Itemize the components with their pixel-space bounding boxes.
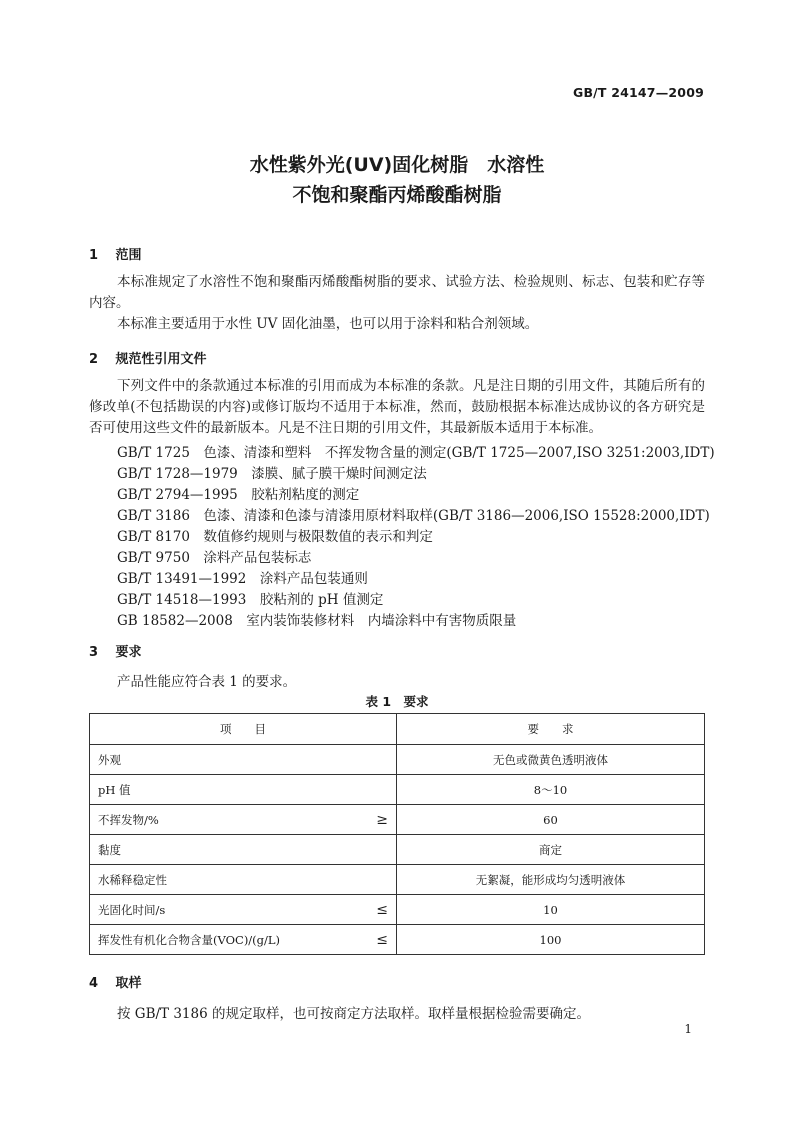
scope-paragraph-2: 本标准主要适用于水性 UV 固化油墨，也可以用于涂料和粘合剂领域。 — [117, 316, 539, 332]
requirement-cell: 100 — [397, 925, 705, 955]
section-title: 规范性引用文件 — [115, 352, 207, 367]
section-heading-normative — [89, 348, 207, 367]
limit-symbol: ≤ — [376, 901, 388, 918]
item-label: 光固化时间/s — [98, 902, 166, 917]
sampling-text: 按 GB/T 3186 的规定取样，也可按商定方法取样。取样量根据检验需要确定。 — [117, 1006, 590, 1022]
table-row — [90, 835, 705, 865]
item-cell — [90, 775, 397, 805]
scope-paragraph-1: 本标准规定了水溶性不饱和聚酯丙烯酸酯树脂的要求、试验方法、检验规则、标志、包装和贮存等内容。 — [89, 274, 705, 311]
reference-item: GB/T 14518—1993 胶粘剂的 pH 值测定 — [117, 592, 384, 608]
item-cell — [90, 925, 397, 955]
requirement-cell: 无絮凝，能形成均匀透明液体 — [397, 865, 705, 895]
section-title: 要求 — [115, 645, 142, 660]
table-row — [90, 775, 705, 805]
title-line-1: 水性紫外光(UV)固化树脂 水溶性 — [249, 154, 545, 176]
requirement-cell: 无色或微黄色透明液体 — [397, 745, 705, 775]
requirement-cell: 10 — [397, 895, 705, 925]
requirement-cell: 8～10 — [397, 775, 705, 805]
section-number: 2 — [89, 352, 99, 367]
table-row — [90, 745, 705, 775]
item-cell — [90, 865, 397, 895]
reference-item: GB/T 2794—1995 胶粘剂粘度的测定 — [117, 487, 360, 503]
section-title: 取样 — [115, 976, 142, 991]
item-label: 不挥发物/% — [98, 812, 159, 827]
table-row — [90, 925, 705, 955]
item-label: 水稀释稳定性 — [98, 872, 167, 887]
reference-item: GB/T 13491—1992 涂料产品包装通则 — [117, 571, 368, 587]
standard-code: GB/T 24147—2009 — [572, 85, 704, 100]
title-line-2: 不饱和聚酯丙烯酸酯树脂 — [292, 184, 502, 206]
item-cell — [90, 895, 397, 925]
section-number: 3 — [89, 645, 99, 660]
section-heading-sampling — [89, 972, 142, 991]
reference-item: GB/T 1728—1979 漆膜、腻子膜干燥时间测定法 — [117, 466, 427, 482]
section-number: 4 — [89, 976, 99, 991]
item-label: 黏度 — [98, 842, 121, 857]
item-cell — [90, 835, 397, 865]
requirements-table — [89, 713, 705, 955]
section-heading-requirements — [89, 641, 142, 660]
section-number: 1 — [89, 248, 99, 263]
requirement-cell: 60 — [397, 805, 705, 835]
page-number: 1 — [684, 1022, 692, 1036]
column-header-item: 项 目 — [90, 714, 397, 745]
limit-symbol: ≤ — [376, 931, 388, 948]
requirement-cell: 商定 — [397, 835, 705, 865]
reference-item: GB/T 3186 色漆、清漆和色漆与清漆用原材料取样(GB/T 3186—2006,ISO 15528:2000,IDT) — [117, 508, 710, 524]
table-row — [90, 865, 705, 895]
requirements-intro: 产品性能应符合表 1 的要求。 — [117, 674, 297, 690]
table-row — [90, 895, 705, 925]
item-label: 外观 — [98, 752, 121, 767]
item-label: pH 值 — [98, 782, 131, 797]
reference-item: GB/T 1725 色漆、清漆和塑料 不挥发物含量的测定(GB/T 1725—2007,ISO 3251:2003,IDT) — [117, 445, 715, 461]
section-title: 范围 — [115, 248, 142, 263]
item-label: 挥发性有机化合物含量(VOC)/(g/L) — [98, 932, 281, 947]
item-cell — [90, 805, 397, 835]
limit-symbol: ≥ — [376, 811, 388, 828]
reference-item: GB/T 9750 涂料产品包装标志 — [117, 550, 312, 566]
table-header-row — [90, 714, 705, 745]
table-caption: 表 1 要求 — [365, 694, 429, 709]
reference-item: GB/T 8170 数值修约规则与极限数值的表示和判定 — [117, 529, 433, 545]
section-heading-scope — [89, 244, 142, 263]
normative-intro: 下列文件中的条款通过本标准的引用而成为本标准的条款。凡是注日期的引用文件，其随后所有的修改单(不包括勘误的内容)或修订版均不适用于本标准，然而，鼓励根据本标准达成协议的各方研究是否可使用这些文件的最新版本。凡是不注日期的引用文件，其最新版本适用于本标准。 — [89, 378, 705, 436]
item-cell — [90, 745, 397, 775]
reference-item: GB 18582—2008 室内装饰装修材料 内墙涂料中有害物质限量 — [117, 613, 517, 629]
column-header-requirement: 要 求 — [397, 714, 705, 745]
table-row — [90, 805, 705, 835]
